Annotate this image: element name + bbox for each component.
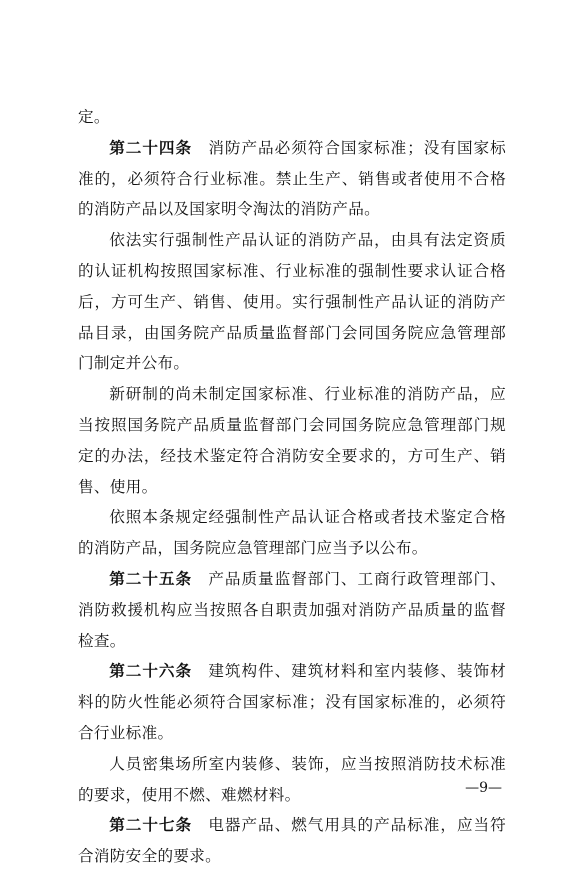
body-paragraph [78,225,506,379]
paragraph-text: 新研制的尚未制定国家标准、行业标准的消防产品，应当按照国务院产品质量监督部门会同国务院应急管理部门规定的办法，经技术鉴定符合消防安全要求的，方可生产、销售、使用。 [78,385,506,496]
paragraph-text: 人员密集场所室内装修、装饰，应当按照消防技术标准的要求，使用不燃、难燃材料。 [78,754,506,804]
article-label: 第二十四条 [109,137,193,157]
article-text: 产品质量监督部门、工商行政管理部门、消防救援机构应当按照各自职责加强对消防产品质量的监督检查。 [78,569,506,650]
article-label: 第二十五条 [109,568,193,588]
paragraph-text: 定。 [78,108,110,126]
article-text: 建筑构件、建筑材料和室内装修、装饰材料的防火性能必须符合国家标准；没有国家标准的，必须符合行业标准。 [78,662,506,742]
page-number: —9— [465,780,502,796]
continuation-paragraph [78,102,506,133]
page-footer [0,778,578,798]
body-paragraph [78,502,506,564]
paragraph-text: 依法实行强制性产品认证的消防产品，由具有法定资质的认证机构按照国家标准、行业标准的强制性要求认证合格后，方可生产、销售、使用。实行强制性产品认证的消防产品目录，由国务院产品质量监督部门会同国务院应急管理部门制定并公布。 [78,231,506,373]
article-27 [78,810,506,872]
article-label: 第二十六条 [109,661,193,681]
article-25 [78,564,506,656]
article-text: 电器产品、燃气用具的产品标准，应当符合消防安全的要求。 [78,816,506,866]
article-label: 第二十七条 [109,815,193,835]
body-paragraph [78,379,506,502]
paragraph-text: 依照本条规定经强制性产品认证合格或者技术鉴定合格的消防产品，国务院应急管理部门应当予以公布。 [78,508,506,558]
article-26 [78,656,506,748]
document-body [78,102,506,872]
article-24 [78,133,506,225]
article-text: 消防产品必须符合国家标准；没有国家标准的，必须符合行业标准。禁止生产、销售或者使用不合格的消防产品以及国家明令淘汰的消防产品。 [78,138,506,219]
